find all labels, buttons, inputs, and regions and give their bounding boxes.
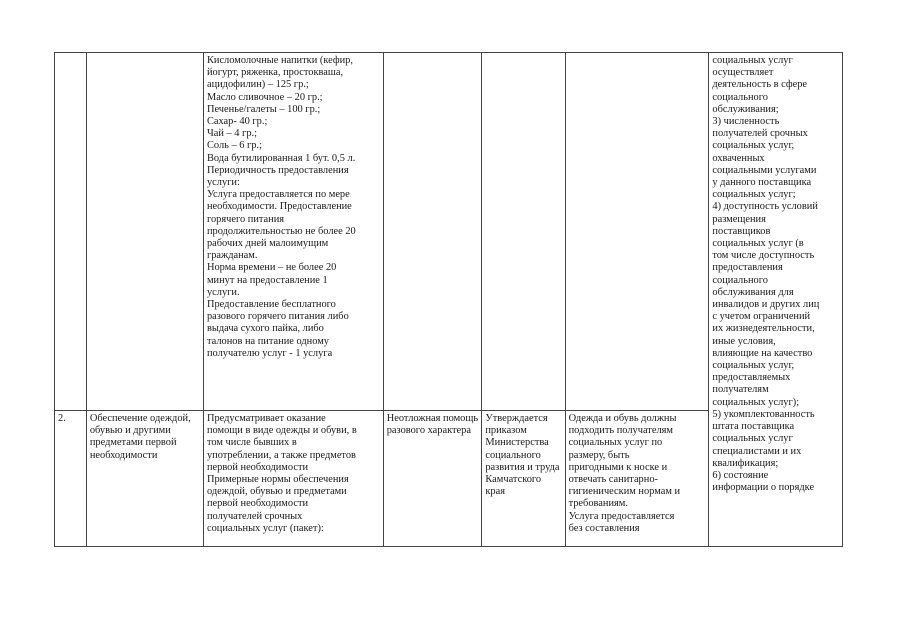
text-line: обслуживания;: [712, 103, 779, 115]
quality-indicators-cell: [709, 53, 843, 547]
row2-conditions-cell: [565, 411, 709, 547]
text-line: инвалидов и других лиц: [712, 299, 820, 311]
text-line: Сахар- 40 гр.;: [206, 116, 268, 128]
service-term: Неотложная помощь разового характера: [386, 413, 479, 437]
text-line: поставщиков: [712, 225, 771, 237]
text-line: размеру, быть: [568, 449, 630, 461]
text-line: специалистами и их: [712, 445, 802, 457]
text-line: Норма времени – не более 20: [206, 262, 337, 274]
text-line: рабочих дней малоимущим: [206, 238, 329, 250]
text-line: отвечать санитарно-: [568, 474, 658, 486]
text-line: деятельность в сфере: [712, 79, 808, 91]
text-line: одеждой, обувью и предметами: [206, 486, 347, 498]
text-line: социального: [712, 274, 768, 286]
text-line: услуги.: [206, 286, 240, 298]
text-line: Предоставление бесплатного: [206, 299, 336, 311]
text-line: минут на предоставление 1: [206, 274, 328, 286]
text-line: получателей срочных: [712, 128, 808, 140]
text-line: 4) доступность условий: [712, 201, 818, 213]
row1-description-cell: [203, 53, 383, 411]
text-line: их жизнедеятельности,: [712, 323, 815, 335]
text-line: предоставляемых: [712, 372, 791, 384]
service-approval: Утверждается приказом Министерства социального развития и труда Камчатского края: [485, 413, 560, 498]
table-row: [55, 53, 843, 411]
text-line: Услуга предоставляется по мере: [206, 189, 350, 201]
text-line: социальных услуг,: [712, 140, 795, 152]
text-line: предоставления: [712, 262, 783, 274]
text-line: Периодичность предоставления: [206, 164, 349, 176]
text-line: помощи в виде одежды и обуви, в: [206, 425, 357, 437]
text-line: социальных услуг (пакет):: [206, 522, 324, 534]
text-line: том числе бывших в: [206, 437, 297, 449]
text-line: требованиям.: [568, 498, 628, 510]
service-conditions: [569, 413, 706, 535]
text-line: 3) численность: [712, 116, 780, 128]
row2-description-cell: [203, 411, 383, 547]
text-line: обслуживания для: [712, 286, 794, 298]
text-line: Предусматривает оказание: [206, 413, 326, 424]
text-line: штата поставщика: [712, 421, 795, 433]
text-line: размещения: [712, 213, 766, 225]
text-line: квалификация;: [712, 457, 779, 469]
row2-name-cell: [86, 411, 203, 547]
text-line: выдача сухого пайка, либо: [206, 323, 324, 335]
text-line: гражданам.: [206, 250, 258, 262]
text-line: охваченных: [712, 152, 765, 164]
row1-name-cell: [86, 53, 203, 411]
row2-approval-cell: [482, 411, 565, 547]
quality-indicators-text: [712, 55, 839, 494]
text-line: осуществляет: [712, 67, 774, 79]
text-line: том числе доступность: [712, 250, 815, 262]
service-name: Обеспечение одеждой, обувью и другими предметами первой необходимости: [89, 413, 191, 461]
services-table: [54, 52, 843, 547]
text-line: йогурт, ряженка, простокваша,: [206, 67, 344, 79]
text-line: социальных услуг (в: [712, 238, 804, 250]
row2-number-cell: [55, 411, 87, 547]
text-line: информации о порядке: [712, 482, 815, 494]
text-line: социальных услуг;: [712, 189, 796, 201]
text-line: первой необходимости: [206, 498, 309, 510]
row1-conditions-cell: [565, 53, 709, 411]
text-line: Вода бутилированная 1 бут. 0,5 л.: [206, 152, 356, 164]
text-line: Соль – 6 гр.;: [206, 140, 262, 152]
service-description: [207, 413, 380, 535]
text-line: 6) состояние: [712, 469, 769, 481]
text-line: Кисломолочные напитки (кефир,: [206, 55, 353, 66]
text-line: с учетом ограничений: [712, 311, 811, 323]
text-line: влияющие на качество: [712, 347, 813, 359]
text-line: употреблении, а также предметов: [206, 449, 356, 461]
text-line: получателям: [712, 384, 769, 396]
text-line: подходить получателям: [568, 425, 673, 437]
text-line: социальных услуг по: [568, 437, 663, 449]
text-line: горячего питания: [206, 213, 285, 225]
text-line: Чай – 4 гр.;: [206, 128, 258, 140]
text-line: социального: [712, 91, 768, 103]
text-line: услуги:: [206, 177, 240, 189]
text-line: 5) укомплектованность: [712, 408, 815, 420]
text-line: социальных услуг: [712, 433, 793, 445]
row1-number-cell: [55, 53, 87, 411]
text-line: получателей срочных: [206, 510, 303, 522]
text-line: получателю услуг - 1 услуга: [206, 347, 333, 359]
text-line: Масло сливочное – 20 гр.;: [206, 91, 323, 103]
text-line: необходимости. Предоставление: [206, 201, 352, 213]
text-line: у данного поставщика: [712, 177, 812, 189]
text-line: гигиеническим нормам и: [568, 486, 681, 498]
text-line: без составления: [568, 522, 640, 534]
text-line: социальных услуг,: [712, 360, 795, 372]
text-line: иные условия,: [712, 335, 776, 347]
row1-term-cell: [383, 53, 482, 411]
text-line: Печенье/галеты – 100 гр.;: [206, 103, 321, 115]
row1-approval-cell: [482, 53, 565, 411]
text-line: пригодными к носке и: [568, 461, 668, 473]
text-line: ацидофилин) – 125 гр.;: [206, 79, 309, 91]
text-line: Услуга предоставляется: [568, 510, 675, 522]
text-line: первой необходимости: [206, 461, 309, 473]
text-line: талонов на питание одному: [206, 335, 329, 347]
text-line: социальными услугами: [712, 164, 817, 176]
text-line: Одежда и обувь должны: [568, 413, 677, 424]
row-number: 2.: [58, 413, 66, 424]
text-line: Примерные нормы обеспечения: [206, 474, 349, 486]
text-line: продолжительностью не более 20: [206, 225, 356, 237]
text-line: разового горячего питания либо: [206, 311, 349, 323]
text-line: социальных услуг);: [712, 396, 800, 408]
row1-description-text: [207, 55, 380, 360]
row2-term-cell: [383, 411, 482, 547]
text-line: социальных услуг: [712, 55, 793, 66]
